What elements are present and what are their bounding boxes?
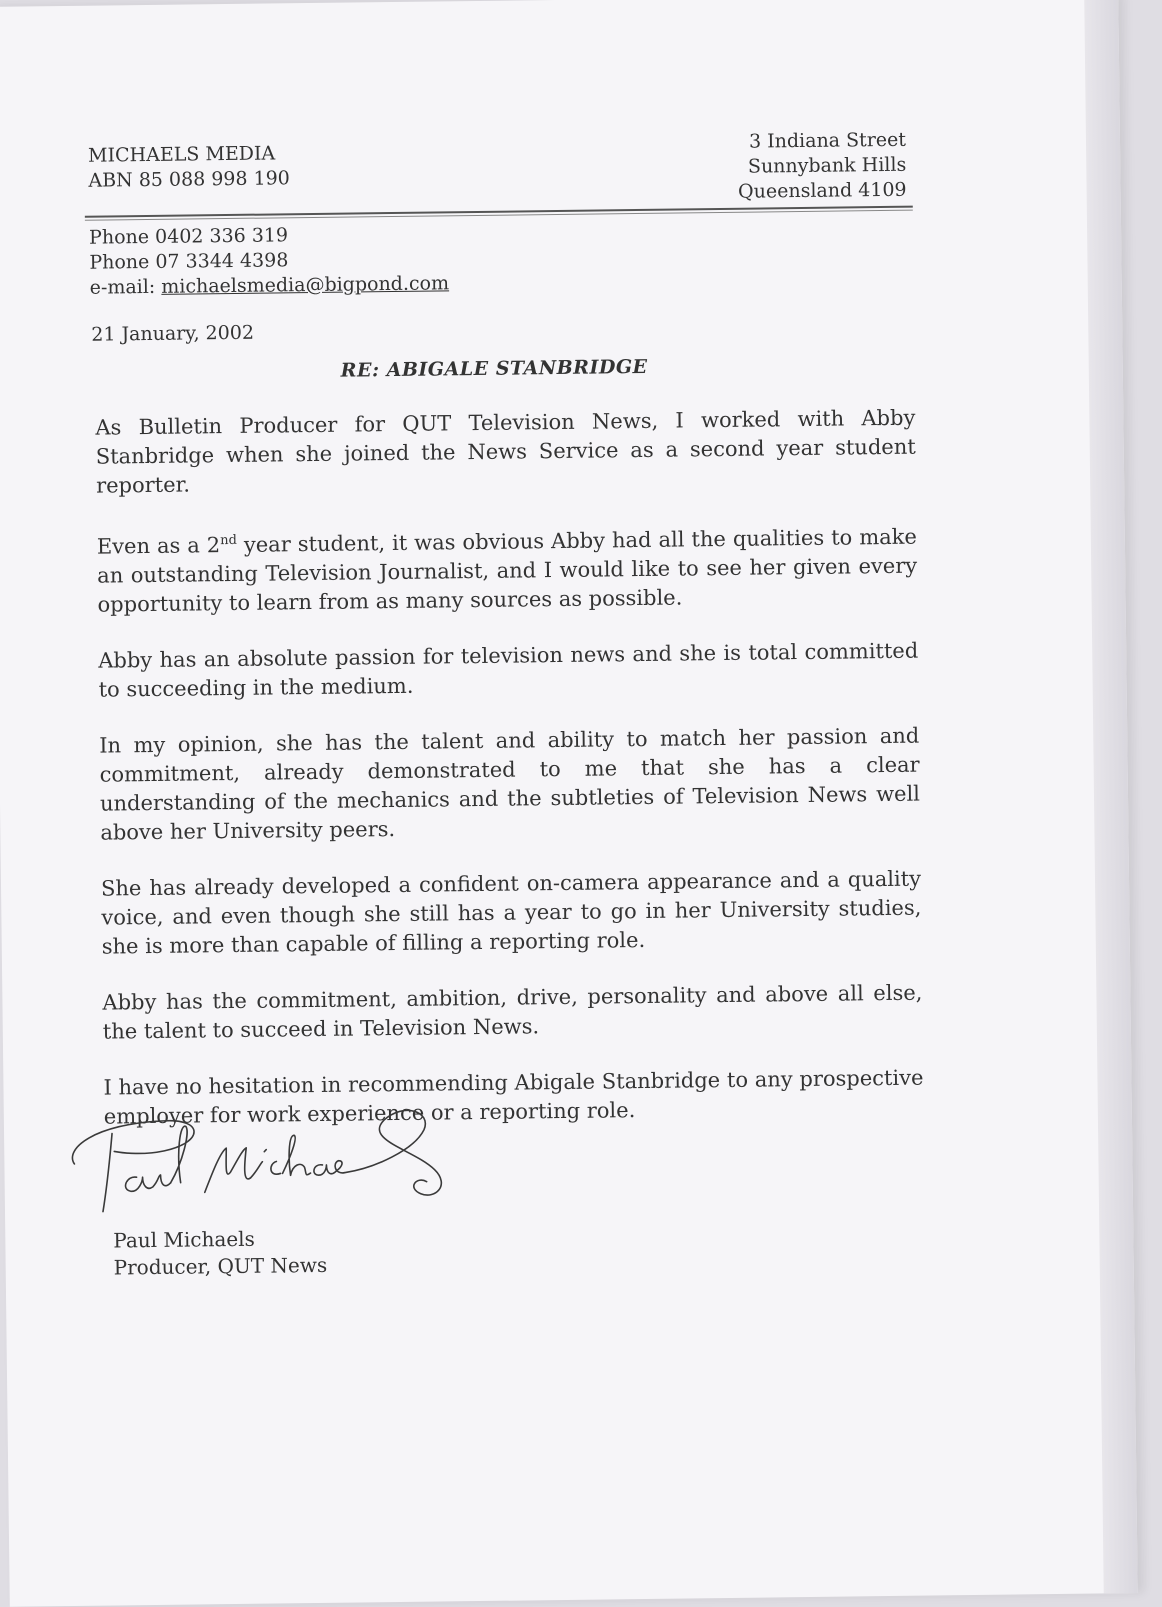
phone-landline: Phone 07 3344 4398 xyxy=(89,249,289,274)
paragraph-6: Abby has the commitment, ambition, drive, personality and above all else, the talent to succeed in Television News. xyxy=(102,980,923,1044)
email-label: e-mail: xyxy=(89,275,162,299)
paragraph-3: Abby has an absolute passion for television news and she is total committed to succeeding in the medium. xyxy=(98,638,919,702)
letterhead-address xyxy=(692,128,907,206)
paragraph-7: I have no hesitation in recommending Abigale Stanbridge to any prospective employer for work experience or a reporting role. xyxy=(103,1065,924,1129)
address-line-3: Queensland 4109 xyxy=(737,178,907,203)
company-name: MICHAELS MEDIA xyxy=(87,142,276,167)
company-abn: ABN 85 088 998 190 xyxy=(88,167,290,192)
handwritten-signature xyxy=(54,1089,476,1224)
letter-date: 21 January, 2002 xyxy=(91,321,255,346)
paragraph-2 xyxy=(97,518,918,620)
contact-block xyxy=(89,221,449,300)
letter-subject: RE: ABIGALE STANBRIDGE xyxy=(340,355,648,382)
phone-mobile: Phone 0402 336 319 xyxy=(88,224,289,249)
paragraph-2-rest: year student, it was obvious Abby had all the qualities to make an outstanding Television Journalist, and I would like to see her given every opportunity to learn from as many sources as possible. xyxy=(97,524,918,617)
email-line xyxy=(90,271,450,300)
address-line-1: 3 Indiana Street xyxy=(748,128,907,153)
letter-body xyxy=(95,404,924,1159)
paragraph-1: As Bulletin Producer for QUT Television News, I worked with Abby Stanbridge when she joined the News Service as a second year student reporter. xyxy=(95,405,916,498)
ordinal-superscript: nd xyxy=(220,532,237,549)
signatory-title: Producer, QUT News xyxy=(113,1252,328,1280)
signatory-name: Paul Michaels xyxy=(113,1226,255,1253)
email-link[interactable]: michaelsmedia@bigpond.com xyxy=(161,272,450,298)
page-edge-shadow xyxy=(1084,0,1138,1593)
paragraph-4: In my opinion, she has the talent and ability to match her passion and commitment, already demonstrated to me that she has a clear understanding of the mechanics and the subtleties of Television News well above her University peers. xyxy=(99,723,921,845)
signatory-block xyxy=(113,1225,327,1282)
letterhead-company xyxy=(88,141,290,193)
paragraph-5: She has already developed a confident on-camera appearance and a quality voice, and even though she still has a year to go in her University studies, she is more than capable of filling a reporting role. xyxy=(100,866,922,959)
address-line-2: Sunnybank Hills xyxy=(747,153,907,178)
paragraph-2-start: Even as a 2 xyxy=(96,533,221,559)
